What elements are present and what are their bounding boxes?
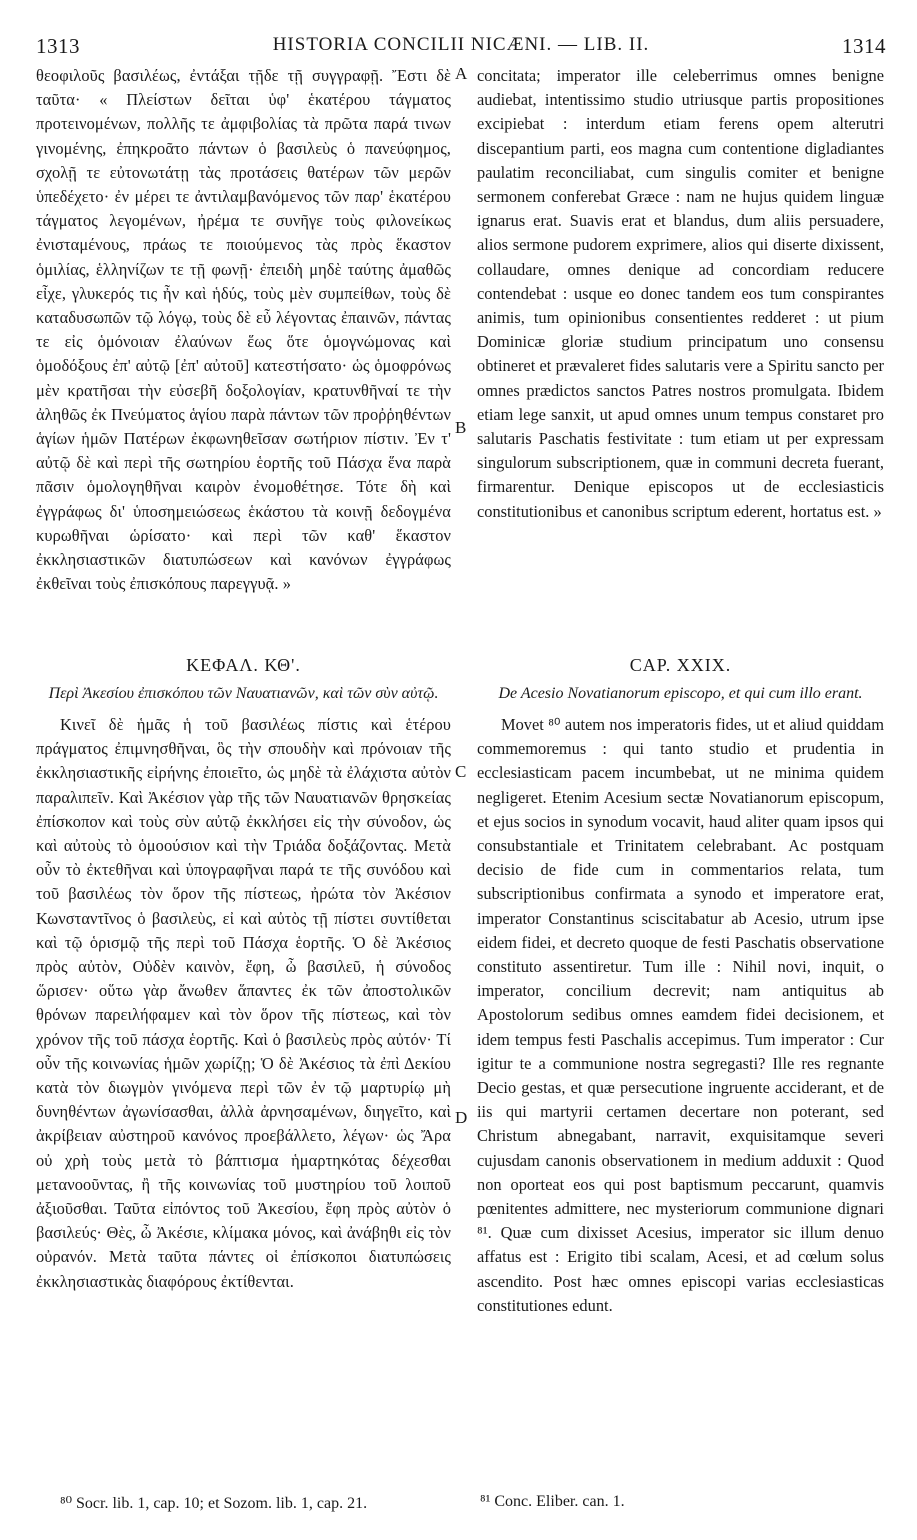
greek-chapter-heading: ΚΕΦΑΛ. ΚΘ'. <box>186 655 301 675</box>
margin-marker-a: A <box>455 64 468 83</box>
running-title: HISTORIA CONCILII NICÆNI. — LIB. II. <box>272 34 650 55</box>
page-number-right: 1314 <box>842 34 886 58</box>
footnote-left: ⁸⁰ Socr. lib. 1, cap. 10; et Sozom. lib. 1, cap. 21. <box>60 1495 368 1512</box>
greek-chapter <box>36 655 451 1294</box>
latin-chapter-heading: CAP. XXIX. <box>629 655 732 675</box>
greek-top-text: θεοφιλοῦς βασιλέως, ἐντάξαι τῇδε τῇ συγγραφῇ. Ἔστι δὲ ταῦτα· « Πλείστων δεῖται ὑφ' ἑκατέρου τάγματος προτεινομένων, πολλῆς τε ἀμφιβολίας τὰ πρῶτα παρά τινων γινομένης, ἐπηκροᾶτο πάντων ὁ βασιλεὺς ὁ πανεύφημος, σχολῇ τε εὐτονωτάτῃ τὰς προτάσεις θατέρων τῶν μερῶν ὑπεδέχετο· ἐν μέρει τε ἀντιλαμβανόμενος τῶν παρ' ἑκατέρου τάγματος λεγομένων, ἠρέμα τε συνῆγε τοὺς φιλονείκως ἐνισταμένους, πράως τε ποιούμενος τὰς πρὸς ἕκαστον ὁμιλίας, ἑλληνίζων τε τῇ φωνῇ· ἐπειδὴ μηδὲ ταύτης ἀμαθῶς εἶχε, γλυκερός τις ἦν καὶ ἡδύς, τοὺς μὲν συμπείθων, τοὺς δὲ καταδυσωπῶν τῷ λόγῳ, τοὺς δὲ εὖ λέγοντας ἐπαινῶν, πάντας τε εἰς ὁμόνοιαν ἐλαύνων ἕως ὅτε ὁμογνώμονας καὶ ὁμοδόξους ἐπ' αὐτῷ [ἐπ' αὐτοῦ] κατεστήσατο· ὡς ὁμοφρόνως μὲν κρατῆσαι τὴν εὐσεβῆ δοξολογίαν, κρατυνθῆναί τε τὴν ἀληθῶς ἐκ Πνεύματος ἁγίου παρὰ πάντων τῶν προῤῥηθέντων ἁγίων ἡμῶν Πατέρων ἐκφωνηθεῖσαν σωτήριον πίστιν. Ἐν τ' αὐτῷ δὲ καὶ περὶ τῆς σωτηρίου ἑορτῆς τοῦ Πάσχα ἕνα παρὰ πᾶσιν ὁμολογηθῆναι καιρὸν ἐνομοθέτησε. Τότε δὴ καὶ ἐγγράφως δι' ὑποσημειώσεως ἑκάστου τὰ κοινῇ δεδογμένα κυρωθῆναι ὡρίσατο· καὶ περὶ τῶν καθ' ἕκαστον ἐκκλησιαστικῶν διατυπώσεων καὶ κανόνων ἐγγράφως ἐκθεῖναι τοὺς ἐπισκόπους παρεγγυᾷ. » <box>36 66 451 594</box>
page-header <box>36 34 886 62</box>
latin-chapter <box>477 655 884 1318</box>
latin-chapter-body: Movet ⁸⁰ autem nos imperatoris fides, ut et aliud quiddam commemoremus : qui tanto studio et prudentia in ecclesiasticam pacem incumbebat, ut ne minima quidem negligeret. Etenim Acesium sectæ Novatianorum episcopum, et ejus socios in synodum vocavit, haud aliter quam ipsos qui consubstantiale et Trinitatem celebrabant. Ac postquam decisio de fide cum in commentarios relata, tum subscriptionibus confirmata a synodo et imperatore erat, imperator Constantinus sciscitabatur ab Acesio, utrum ipse eidem fidei, et decreto quoque de festi Paschatis observatione constituto assentiretur. Tum ille : Nihil novi, inquit, o imperator, concilium decrevit; nam antiquitus ab Apostolorum sedibus omnes eamdem fidei decisionem, et idem tempus festi Paschalis accepimus. Tum imperator : Cur igitur te a communione nostra segregasti? Ille res regnante Decio gestas, et quæ persecutione ingruente acciderant, et de iis qui martyrii certamen decertare non poterant, sed Christum abnegabant, narravit, exquisitamque severi cujusdam canonis observationem in medium adduxit : Quod non oporteat eos qui post baptismum peccarunt, quamvis pœnitentes admittere, nec mysteriorum communione dignari ⁸¹. Quæ cum dixisset Acesius, imperator sic illum denuo affatus est : Erigito tibi scalam, Acesi, et ad cœlum solus ascendito. Post hæc omnes episcopi varias ecclesiasticas constitutiones edunt. <box>477 715 884 1315</box>
latin-chapter-subtitle: De Acesio Novatianorum episcopo, et qui cum illo erant. <box>498 685 863 702</box>
page-number-left: 1313 <box>36 34 80 58</box>
footnote-right: ⁸¹ Conc. Eliber. can. 1. <box>480 1493 625 1510</box>
latin-top-column <box>477 64 884 524</box>
latin-top-text: concitata; imperator ille celeberrimus omnes benigne audiebat, intentissimo studio utriusque partis propositiones excipiebat : interdum etiam ferens opem alterutri discepantium parti, eos magna cum contentione digladiantes paulatim reconciliabat, cum singulis comiter et benigne sermonem conferebat Græce : nam ne hujus quidem linguæ ignarus erat. Suavis erat et blandus, dum aliis persuadere, alios sermone pudorem exprimere, alios qui diserte dixissent, collaudare, omnes denique ad concordiam reducere contendebat : usque eo donec tandem eos tum conspirantes animis, tum opinionibus consentientes redderet : ut pium Dominicæ gloriæ studium principatum uno consensu obtineret et prævaleret fides salutaris vere a Spiritu sancto per omnes prædictos sanctos Patres nostros promulgata. Ibidem etiam lege sanxit, ut apud omnes unum tempus constaret pro salutaris Paschatis festivitate : tum etiam ut per expressam singulorum subscriptionem, quæ in communi decreta fuerant, firmarentur. Denique episcopos ut de ecclesiasticis constitutionibus et canonibus scriptum ederent, hortatus est. » <box>477 66 884 521</box>
margin-marker-b: B <box>455 418 467 437</box>
margin-marker-d: D <box>455 1108 468 1127</box>
greek-top-column <box>36 64 451 596</box>
greek-chapter-body: Κινεῖ δὲ ἡμᾶς ἡ τοῦ βασιλέως πίστις καὶ ἑτέρου πράγματος ἐπιμνησθῆναι, ὃς τὴν σπουδὴν καὶ πρόνοιαν τῆς ἐκκλησιαστικῆς εἰρήνης ἐποιεῖτο, ὡς μηδὲ τὰ ἐλάχιστα αὐτὸν παραλιπεῖν. Καὶ Ἀκέσιον γὰρ τῆς τῶν Ναυατιανῶν θρησκείας ἐπίσκοπον καὶ τοὺς σὺν αὐτῷ ἐκκλήσει εἰς τὴν σύνοδον, ὡς καὶ αὐτοὺς τὸ ὁμοούσιον καὶ τὴν Τριάδα δοξάζοντας. Μετὰ οὖν τὸ ἐκτεθῆναι καὶ ὑπογραφῆναι παρά τε τῆς συνόδου καὶ τοῦ βασιλέως τὸν ὅρον τῆς πίστεως, ἠρώτα τὸν Ἀκέσιον Κωνσταντῖνος ὁ βασιλεὺς, εἰ καὶ αὐτὸς τῇ πίστει συντίθεται καὶ τῷ ὁρισμῷ τῆς περὶ τοῦ Πάσχα ἑορτῆς. Ὁ δὲ Ἀκέσιος πρὸς αὐτὸν, Οὐδὲν καινὸν, ἔφη, ὦ βασιλεῦ, ἡ σύνοδος ὥρισεν· οὕτω γὰρ ἄνωθεν ἅπαντες ἐκ τῶν ἀποστολικῶν θρόνων παρειλήφαμεν καὶ τὸν ὅρον τῆς πίστεως, καὶ τὸν χρόνον τῆς τοῦ πάσχα ἑορτῆς. Καὶ ὁ βασιλεὺς πρὸς αὐτόν· Τί οὖν τῆς κοινωνίας ἡμῶν χωρίζῃ; Ὁ δὲ Ἀκέσιος τὰ ἐπὶ Δεκίου κατὰ τὸν διωγμὸν γινόμενα περὶ τῶν ἐν τῷ μαρτυρίῳ μὴ δυνηθέντων ἀγωνίσασθαι, ἀλλὰ ἀρνησαμένων, διηγεῖτο, καὶ ἀκρίβειαν αὐστηροῦ κανόνος προεβάλλετο, λέγων· ὡς Ἄρα οὐ χρὴ τοὺς μετὰ τὸ βάπτισμα ἡμαρτηκότας δέχεσθαι μετανοοῦντας, ἢ τῆς κοινωνίας τοῦ μυστηρίου τοῦ λοιποῦ ἀξιοῦσθαι. Ταῦτα εἰπόντος τοῦ Ἀκεσίου, ἔφη πρὸς αὐτὸν ὁ βασιλεύς· Θὲς, ὦ Ἀκέσιε, κλίμακα μόνος, καὶ ἀνάβηθι εἰς τὸν οὐρανόν. Μετὰ ταῦτα πάντες οἱ ἐπίσκοποι διατυπώσεις ἐκκλησιαστικὰς διαφόρους ἐκτίθενται. <box>36 715 451 1291</box>
margin-marker-c: C <box>455 762 467 781</box>
greek-chapter-subtitle: Περὶ Ἀκεσίου ἐπισκόπου τῶν Ναυατιανῶν, καὶ τῶν σὺν αὐτῷ. <box>48 685 439 702</box>
